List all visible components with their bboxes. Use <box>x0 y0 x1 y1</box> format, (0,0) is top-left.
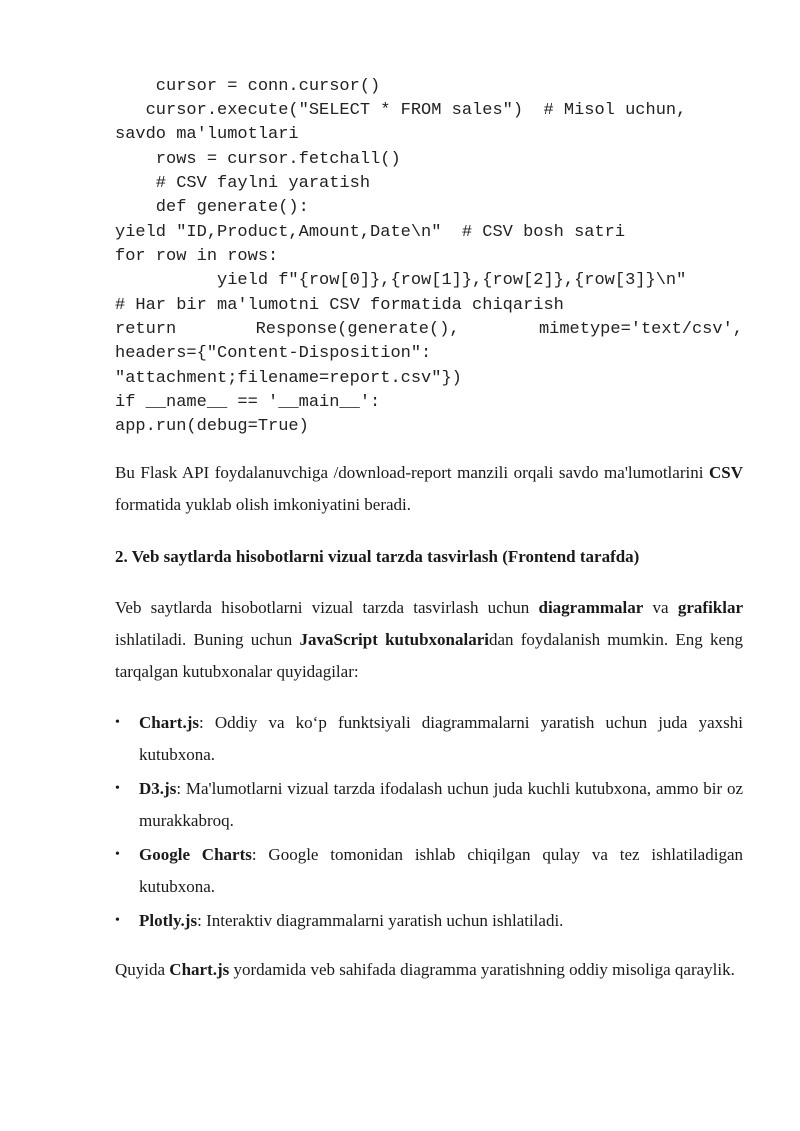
code-line: def generate(): <box>115 198 309 217</box>
bold-term: JavaScript kutubxonalari <box>299 630 490 649</box>
paragraph-example <box>115 954 743 986</box>
code-line: for row in rows: <box>115 247 279 266</box>
section-title: 2. Veb saytlarda hisobotlarni vizual tarzda tasvirlash (Frontend tarafda) <box>115 547 640 566</box>
code-token: Response(generate(), <box>255 320 460 339</box>
code-line: rows = cursor.fetchall() <box>115 150 401 169</box>
bold-term: Chart.js <box>169 960 230 979</box>
code-line: if __name__ == '__main__': <box>115 393 381 412</box>
code-line: # CSV faylni yaratish <box>115 174 371 193</box>
code-line-return <box>115 318 743 342</box>
list-item <box>115 773 743 837</box>
code-line: headers={"Content-Disposition": <box>115 344 432 363</box>
code-line: cursor = conn.cursor() <box>115 77 381 96</box>
code-line: yield f"{row[0]},{row[1]},{row[2]},{row[3]}\n" <box>115 271 687 290</box>
list-item <box>115 839 743 903</box>
code-line: "attachment;filename=report.csv"}) <box>115 369 462 388</box>
library-description: : Oddiy va ko‘p funktsiyali diagrammalarni yaratish uchun juda yaxshi kutubxona. <box>139 713 743 764</box>
paragraph-text: dan foydalanish mumkin. Eng keng tarqalgan kutubxonalar quyidagilar: <box>115 630 744 681</box>
paragraph-text: Bu Flask API foydalanuvchiga /download-report manzili orqali savdo ma'lumotlarini <box>115 463 709 482</box>
library-name: Chart.js <box>139 713 199 732</box>
code-line: cursor.execute("SELECT * FROM sales") # Misol uchun, <box>115 101 687 120</box>
paragraph-flask-api <box>115 457 743 521</box>
paragraph-text: ishlatiladi. Buning uchun <box>115 630 300 649</box>
paragraph-text: va <box>643 598 678 617</box>
library-name: D3.js <box>139 779 177 798</box>
bullet-icon: • <box>115 847 120 862</box>
code-token: return <box>115 320 177 339</box>
bullet-icon: • <box>115 715 120 730</box>
code-line: savdo ma'lumotlari <box>115 125 299 144</box>
bullet-icon: • <box>115 781 120 796</box>
library-description: : Google tomonidan ishlab chiqilgan qulay va tez ishlatiladigan kutubxona. <box>139 845 744 896</box>
paragraph-text: formatida yuklab olish imkoniyatini beradi. <box>115 495 412 514</box>
list-item <box>115 707 743 771</box>
code-line: yield "ID,Product,Amount,Date\n" # CSV bosh satri <box>115 223 626 242</box>
paragraph-text: Quyida <box>115 960 170 979</box>
section-heading <box>115 545 743 569</box>
bullet-icon: • <box>115 913 120 928</box>
library-list <box>115 707 743 939</box>
list-item <box>115 905 743 937</box>
paragraph-intro <box>115 592 743 688</box>
library-description: : Ma'lumotlarni vizual tarzda ifodalash uchun juda kuchli kutubxona, ammo bir oz murakkabroq. <box>139 779 743 830</box>
bold-term: CSV <box>708 463 743 482</box>
library-description: : Interaktiv diagrammalarni yaratish uchun ishlatiladi. <box>197 911 564 930</box>
bold-term: diagrammalar <box>538 598 644 617</box>
code-line: # Har bir ma'lumotni CSV formatida chiqarish <box>115 296 564 315</box>
bold-term: grafiklar <box>677 598 744 617</box>
paragraph-text: yordamida veb sahifada diagramma yaratishning oddiy misoliga qaraylik. <box>229 960 735 979</box>
paragraph-text: Veb saytlarda hisobotlarni vizual tarzda tasvirlash uchun <box>115 598 539 617</box>
library-name: Plotly.js <box>139 911 198 930</box>
code-token: mimetype='text/csv', <box>538 320 743 339</box>
code-line: app.run(debug=True) <box>115 417 309 436</box>
library-name: Google Charts <box>139 845 252 864</box>
